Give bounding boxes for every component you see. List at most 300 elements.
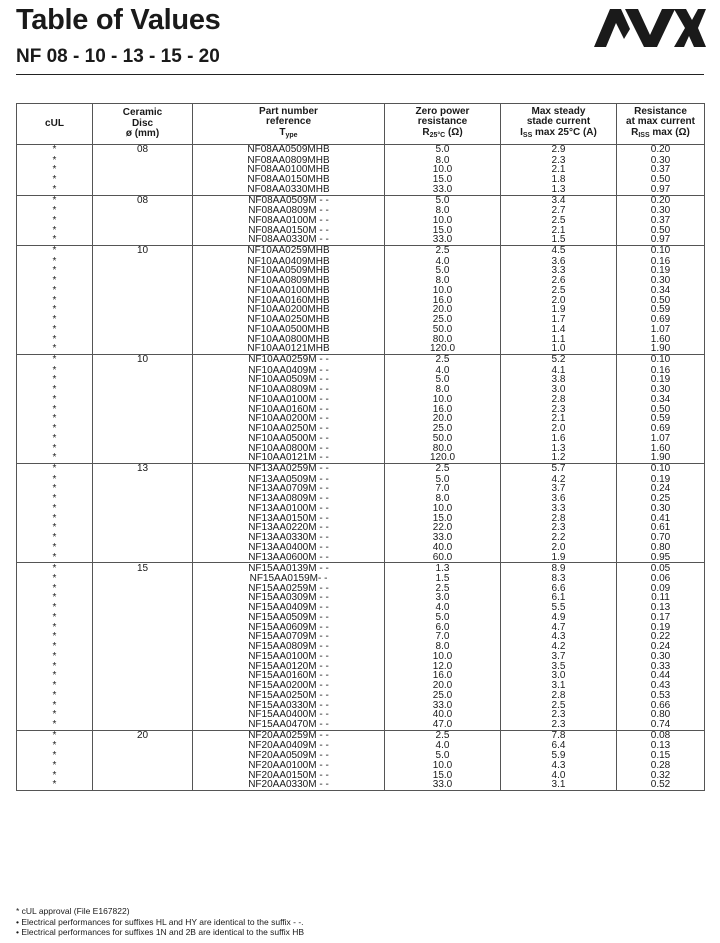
resistance-max-cell: 1.07	[617, 434, 705, 444]
resistance-max-cell: 0.19	[617, 623, 705, 633]
table-row	[17, 494, 705, 504]
zero-power-cell: 15.0	[385, 226, 501, 236]
max-current-cell: 7.8	[501, 730, 617, 741]
table-row	[17, 710, 705, 720]
part-number-cell: NF08AA0809MHB	[193, 156, 385, 166]
resistance-max-cell: 0.61	[617, 523, 705, 533]
part-number-cell: NF20AA0150M - -	[193, 771, 385, 781]
resistance-max-cell: 0.17	[617, 613, 705, 623]
part-number-cell: NF13AA0709M - -	[193, 484, 385, 494]
part-number-cell: NF13AA0509M - -	[193, 475, 385, 485]
cul-cell: *	[17, 681, 93, 691]
table-row	[17, 175, 705, 185]
disc-cell	[93, 315, 193, 325]
table-row	[17, 385, 705, 395]
cul-cell: *	[17, 514, 93, 524]
part-number-cell: NF10AA0800MHB	[193, 335, 385, 345]
disc-cell	[93, 266, 193, 276]
table-row	[17, 523, 705, 533]
part-number-cell: NF15AA0409M - -	[193, 603, 385, 613]
disc-cell	[93, 444, 193, 454]
cul-cell: *	[17, 195, 93, 206]
table-row	[17, 145, 705, 156]
table-row	[17, 414, 705, 424]
cul-cell: *	[17, 603, 93, 613]
max-current-cell: 1.0	[501, 344, 617, 354]
page-title: Table of Values	[16, 4, 221, 36]
max-current-cell: 5.9	[501, 751, 617, 761]
table-row	[17, 246, 705, 257]
cul-cell: *	[17, 574, 93, 584]
disc-cell	[93, 305, 193, 315]
disc-cell	[93, 553, 193, 563]
disc-cell	[93, 185, 193, 195]
max-current-cell: 4.5	[501, 246, 617, 257]
cul-cell: *	[17, 226, 93, 236]
cul-cell: *	[17, 632, 93, 642]
max-current-cell: 2.5	[501, 286, 617, 296]
resistance-max-cell: 0.66	[617, 701, 705, 711]
zero-power-cell: 16.0	[385, 671, 501, 681]
max-current-cell: 1.6	[501, 434, 617, 444]
zero-power-cell: 7.0	[385, 632, 501, 642]
max-current-cell: 1.1	[501, 335, 617, 345]
cul-cell: *	[17, 286, 93, 296]
max-current-cell: 4.3	[501, 632, 617, 642]
max-current-cell: 2.0	[501, 543, 617, 553]
zero-power-cell: 8.0	[385, 206, 501, 216]
cul-cell: *	[17, 475, 93, 485]
part-number-cell: NF08AA0330MHB	[193, 185, 385, 195]
table-row	[17, 671, 705, 681]
disc-cell	[93, 681, 193, 691]
max-current-cell: 5.7	[501, 464, 617, 475]
cul-cell: *	[17, 584, 93, 594]
disc-cell	[93, 603, 193, 613]
part-number-cell: NF13AA0330M - -	[193, 533, 385, 543]
part-number-cell: NF13AA0600M - -	[193, 553, 385, 563]
resistance-max-cell: 0.80	[617, 543, 705, 553]
zero-power-cell: 120.0	[385, 453, 501, 463]
cul-cell: *	[17, 623, 93, 633]
part-number-cell: NF15AA0100M - -	[193, 652, 385, 662]
disc-cell: 15	[93, 563, 193, 574]
zero-power-cell: 5.0	[385, 613, 501, 623]
part-number-cell: NF10AA0160MHB	[193, 296, 385, 306]
zero-power-cell: 8.0	[385, 156, 501, 166]
zero-power-cell: 25.0	[385, 424, 501, 434]
disc-cell	[93, 623, 193, 633]
zero-power-cell: 5.0	[385, 375, 501, 385]
max-current-cell: 1.8	[501, 175, 617, 185]
table-row	[17, 574, 705, 584]
disc-cell	[93, 514, 193, 524]
table-row	[17, 632, 705, 642]
resistance-max-cell: 0.52	[617, 780, 705, 790]
disc-cell	[93, 751, 193, 761]
table-row	[17, 681, 705, 691]
max-current-cell: 2.3	[501, 523, 617, 533]
part-number-cell: NF10AA0160M - -	[193, 405, 385, 415]
part-number-cell: NF10AA0200M - -	[193, 414, 385, 424]
zero-power-cell: 10.0	[385, 165, 501, 175]
resistance-max-cell: 0.06	[617, 574, 705, 584]
disc-cell	[93, 741, 193, 751]
resistance-max-cell: 0.33	[617, 662, 705, 672]
disc-cell	[93, 216, 193, 226]
table-row	[17, 305, 705, 315]
disc-cell: 08	[93, 145, 193, 156]
max-current-cell: 3.3	[501, 266, 617, 276]
max-current-cell: 5.5	[501, 603, 617, 613]
resistance-max-cell: 0.05	[617, 563, 705, 574]
disc-cell	[93, 434, 193, 444]
disc-cell	[93, 613, 193, 623]
cul-cell: *	[17, 305, 93, 315]
max-current-cell: 8.9	[501, 563, 617, 574]
resistance-max-cell: 0.10	[617, 355, 705, 366]
part-number-cell: NF08AA0150MHB	[193, 175, 385, 185]
disc-cell	[93, 276, 193, 286]
disc-cell	[93, 504, 193, 514]
zero-power-cell: 8.0	[385, 385, 501, 395]
resistance-max-cell: 0.37	[617, 216, 705, 226]
zero-power-cell: 6.0	[385, 623, 501, 633]
disc-cell	[93, 475, 193, 485]
zero-power-cell: 4.0	[385, 603, 501, 613]
disc-cell: 13	[93, 464, 193, 475]
resistance-max-cell: 0.50	[617, 226, 705, 236]
part-number-cell: NF10AA0500M - -	[193, 434, 385, 444]
part-number-cell: NF08AA0150M - -	[193, 226, 385, 236]
part-number-cell: NF08AA0100M - -	[193, 216, 385, 226]
part-number-cell: NF10AA0509M - -	[193, 375, 385, 385]
zero-power-cell: 15.0	[385, 514, 501, 524]
table-row	[17, 701, 705, 711]
table-row	[17, 366, 705, 376]
cul-cell: *	[17, 424, 93, 434]
resistance-max-cell: 0.50	[617, 405, 705, 415]
table-row	[17, 276, 705, 286]
table-row	[17, 444, 705, 454]
table-row	[17, 623, 705, 633]
disc-cell	[93, 584, 193, 594]
footnote: * cUL approval (File E167822)	[16, 906, 130, 916]
zero-power-cell: 80.0	[385, 444, 501, 454]
disc-cell	[93, 424, 193, 434]
disc-cell	[93, 405, 193, 415]
part-number-cell: NF10AA0200MHB	[193, 305, 385, 315]
max-current-cell: 2.7	[501, 206, 617, 216]
resistance-max-cell: 0.10	[617, 246, 705, 257]
part-number-cell: NF10AA0409MHB	[193, 257, 385, 267]
cul-cell: *	[17, 175, 93, 185]
resistance-max-cell: 0.69	[617, 424, 705, 434]
cul-cell: *	[17, 761, 93, 771]
disc-cell	[93, 523, 193, 533]
disc-cell: 10	[93, 246, 193, 257]
cul-cell: *	[17, 375, 93, 385]
cul-cell: *	[17, 464, 93, 475]
disc-cell: 10	[93, 355, 193, 366]
resistance-max-cell: 0.20	[617, 145, 705, 156]
part-number-cell: NF13AA0220M - -	[193, 523, 385, 533]
cul-cell: *	[17, 751, 93, 761]
part-number-cell: NF10AA0509MHB	[193, 266, 385, 276]
max-current-cell: 2.1	[501, 165, 617, 175]
footnote: • Electrical performances for suffixes 1N and 2B are identical to the suffix HB	[16, 927, 305, 937]
part-number-cell: NF15AA0160M - -	[193, 671, 385, 681]
resistance-max-cell: 0.30	[617, 652, 705, 662]
table-row	[17, 185, 705, 195]
zero-power-cell: 20.0	[385, 414, 501, 424]
table-row	[17, 720, 705, 730]
zero-power-cell: 10.0	[385, 504, 501, 514]
part-number-cell: NF15AA0709M - -	[193, 632, 385, 642]
part-number-cell: NF10AA0100MHB	[193, 286, 385, 296]
resistance-max-cell: 0.80	[617, 710, 705, 720]
max-current-cell: 4.9	[501, 613, 617, 623]
disc-cell	[93, 642, 193, 652]
table-row	[17, 156, 705, 166]
disc-cell	[93, 593, 193, 603]
resistance-max-cell: 0.09	[617, 584, 705, 594]
disc-cell	[93, 226, 193, 236]
zero-power-cell: 2.5	[385, 464, 501, 475]
resistance-max-cell: 1.60	[617, 444, 705, 454]
resistance-max-cell: 0.53	[617, 691, 705, 701]
cul-cell: *	[17, 710, 93, 720]
part-number-cell: NF08AA0330M - -	[193, 235, 385, 245]
resistance-max-cell: 0.34	[617, 286, 705, 296]
disc-cell	[93, 761, 193, 771]
table-row	[17, 584, 705, 594]
part-number-cell: NF15AA0200M - -	[193, 681, 385, 691]
max-current-cell: 4.0	[501, 771, 617, 781]
part-number-cell: NF20AA0409M - -	[193, 741, 385, 751]
part-number-cell: NF15AA0400M - -	[193, 710, 385, 720]
disc-cell	[93, 691, 193, 701]
table-row	[17, 286, 705, 296]
max-current-cell: 2.0	[501, 296, 617, 306]
disc-cell	[93, 325, 193, 335]
col-header-resistance-max: Resistance at max current $R_{ISS}$ max (Ω)	[617, 104, 705, 145]
disc-cell	[93, 533, 193, 543]
cul-cell: *	[17, 741, 93, 751]
zero-power-cell: 33.0	[385, 185, 501, 195]
part-number-cell: NF13AA0150M - -	[193, 514, 385, 524]
max-current-cell: 1.7	[501, 315, 617, 325]
max-current-cell: 2.3	[501, 405, 617, 415]
disc-cell	[93, 385, 193, 395]
cul-cell: *	[17, 533, 93, 543]
zero-power-cell: 5.0	[385, 195, 501, 206]
zero-power-cell: 16.0	[385, 405, 501, 415]
part-number-cell: NF13AA0809M - -	[193, 494, 385, 504]
cul-cell: *	[17, 613, 93, 623]
max-current-cell: 3.4	[501, 195, 617, 206]
part-number-cell: NF08AA0809M - -	[193, 206, 385, 216]
zero-power-cell: 7.0	[385, 484, 501, 494]
part-number-cell: NF15AA0250M - -	[193, 691, 385, 701]
cul-cell: *	[17, 523, 93, 533]
part-number-cell: NF13AA0400M - -	[193, 543, 385, 553]
zero-power-cell: 60.0	[385, 553, 501, 563]
header-divider	[16, 74, 704, 75]
disc-cell	[93, 574, 193, 584]
zero-power-cell: 10.0	[385, 761, 501, 771]
resistance-max-cell: 1.60	[617, 335, 705, 345]
table-row	[17, 691, 705, 701]
cul-cell: *	[17, 662, 93, 672]
cul-cell: *	[17, 484, 93, 494]
table-row	[17, 405, 705, 415]
zero-power-cell: 33.0	[385, 780, 501, 790]
table-row	[17, 325, 705, 335]
part-number-cell: NF15AA0330M - -	[193, 701, 385, 711]
disc-cell: 20	[93, 730, 193, 741]
disc-cell	[93, 206, 193, 216]
zero-power-cell: 33.0	[385, 235, 501, 245]
resistance-max-cell: 0.11	[617, 593, 705, 603]
table-row	[17, 780, 705, 790]
cul-cell: *	[17, 246, 93, 257]
table-row	[17, 344, 705, 354]
resistance-max-cell: 0.13	[617, 741, 705, 751]
disc-cell	[93, 375, 193, 385]
max-current-cell: 8.3	[501, 574, 617, 584]
table-row	[17, 730, 705, 741]
resistance-max-cell: 0.30	[617, 385, 705, 395]
part-number-cell: NF10AA0809MHB	[193, 276, 385, 286]
part-number-cell: NF15AA0259M - -	[193, 584, 385, 594]
max-current-cell: 1.2	[501, 453, 617, 463]
resistance-max-cell: 0.13	[617, 603, 705, 613]
table-row	[17, 355, 705, 366]
max-current-cell: 2.1	[501, 414, 617, 424]
disc-cell	[93, 296, 193, 306]
disc-cell	[93, 344, 193, 354]
disc-cell	[93, 286, 193, 296]
table-row	[17, 761, 705, 771]
cul-cell: *	[17, 257, 93, 267]
max-current-cell: 2.6	[501, 276, 617, 286]
max-current-cell: 2.5	[501, 701, 617, 711]
zero-power-cell: 25.0	[385, 315, 501, 325]
cul-cell: *	[17, 701, 93, 711]
max-current-cell: 2.8	[501, 691, 617, 701]
table-row	[17, 553, 705, 563]
disc-cell	[93, 156, 193, 166]
part-number-cell: NF13AA0100M - -	[193, 504, 385, 514]
max-current-cell: 6.6	[501, 584, 617, 594]
part-number-cell: NF15AA0609M - -	[193, 623, 385, 633]
max-current-cell: 4.2	[501, 642, 617, 652]
max-current-cell: 3.1	[501, 681, 617, 691]
max-current-cell: 1.3	[501, 185, 617, 195]
part-number-cell: NF10AA0250M - -	[193, 424, 385, 434]
part-number-cell: NF20AA0100M - -	[193, 761, 385, 771]
cul-cell: *	[17, 444, 93, 454]
part-number-cell: NF20AA0330M - -	[193, 780, 385, 790]
disc-cell	[93, 701, 193, 711]
part-number-cell: NF10AA0259MHB	[193, 246, 385, 257]
table-row	[17, 543, 705, 553]
part-number-cell: NF15AA0470M - -	[193, 720, 385, 730]
max-current-cell: 3.3	[501, 504, 617, 514]
resistance-max-cell: 0.59	[617, 414, 705, 424]
zero-power-cell: 8.0	[385, 276, 501, 286]
cul-cell: *	[17, 216, 93, 226]
resistance-max-cell: 0.74	[617, 720, 705, 730]
part-number-cell: NF08AA0100MHB	[193, 165, 385, 175]
zero-power-cell: 10.0	[385, 216, 501, 226]
resistance-max-cell: 0.19	[617, 475, 705, 485]
max-current-cell: 2.3	[501, 156, 617, 166]
part-number-cell: NF15AA0159M- -	[193, 574, 385, 584]
resistance-max-cell: 0.19	[617, 266, 705, 276]
resistance-max-cell: 1.90	[617, 344, 705, 354]
max-current-cell: 2.8	[501, 395, 617, 405]
cul-cell: *	[17, 296, 93, 306]
disc-cell	[93, 453, 193, 463]
disc-cell	[93, 771, 193, 781]
table-row	[17, 424, 705, 434]
max-current-cell: 3.0	[501, 385, 617, 395]
table-row	[17, 315, 705, 325]
table-row	[17, 484, 705, 494]
part-number-cell: NF10AA0259M - -	[193, 355, 385, 366]
zero-power-cell: 47.0	[385, 720, 501, 730]
part-number-cell: NF15AA0120M - -	[193, 662, 385, 672]
part-number-cell: NF10AA0100M - -	[193, 395, 385, 405]
cul-cell: *	[17, 156, 93, 166]
zero-power-cell: 5.0	[385, 751, 501, 761]
table-row	[17, 642, 705, 652]
cul-cell: *	[17, 642, 93, 652]
resistance-max-cell: 0.22	[617, 632, 705, 642]
cul-cell: *	[17, 780, 93, 790]
table-header-row	[17, 104, 705, 145]
part-number-cell: NF13AA0259M - -	[193, 464, 385, 475]
col-header-disc: Ceramic Disc ø (mm)	[93, 104, 193, 145]
resistance-max-cell: 1.07	[617, 325, 705, 335]
zero-power-cell: 2.5	[385, 584, 501, 594]
cul-cell: *	[17, 691, 93, 701]
part-number-cell: NF15AA0509M - -	[193, 613, 385, 623]
max-current-cell: 2.9	[501, 145, 617, 156]
part-number-cell: NF10AA0800M - -	[193, 444, 385, 454]
zero-power-cell: 5.0	[385, 475, 501, 485]
resistance-max-cell: 0.69	[617, 315, 705, 325]
cul-cell: *	[17, 543, 93, 553]
cul-cell: *	[17, 206, 93, 216]
cul-cell: *	[17, 434, 93, 444]
zero-power-cell: 1.5	[385, 574, 501, 584]
table-row	[17, 504, 705, 514]
max-current-cell: 1.5	[501, 235, 617, 245]
table-row	[17, 533, 705, 543]
disc-cell	[93, 484, 193, 494]
part-number-cell: NF08AA0509M - -	[193, 195, 385, 206]
footnotes	[16, 906, 304, 938]
zero-power-cell: 3.0	[385, 593, 501, 603]
table-row	[17, 603, 705, 613]
zero-power-cell: 8.0	[385, 494, 501, 504]
cul-cell: *	[17, 395, 93, 405]
disc-cell	[93, 414, 193, 424]
resistance-max-cell: 0.24	[617, 484, 705, 494]
